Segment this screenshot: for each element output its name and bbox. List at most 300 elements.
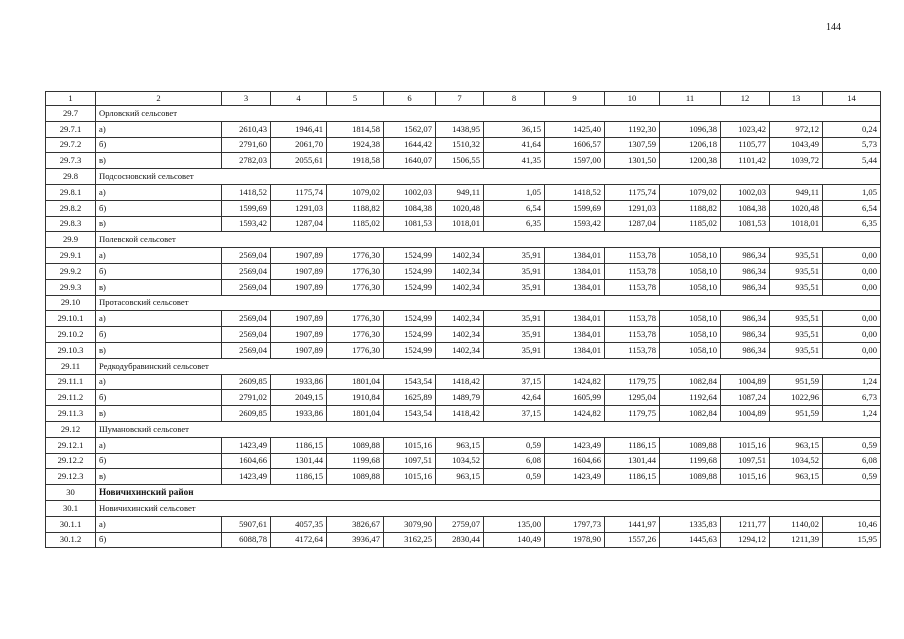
cell-value: 1153,78 (605, 263, 660, 279)
cell-value: 935,51 (770, 311, 823, 327)
cell-value: 1058,10 (660, 327, 721, 343)
row-code: 29.9.1 (46, 248, 96, 264)
cell-value: 1424,82 (545, 374, 605, 390)
cell-value: 4172,64 (271, 532, 327, 548)
row-subitem: в) (96, 406, 222, 422)
table-row (46, 453, 881, 469)
row-code: 29.10.3 (46, 342, 96, 358)
cell-value: 1593,42 (222, 216, 271, 232)
cell-value: 1058,10 (660, 311, 721, 327)
cell-value: 1489,79 (436, 390, 484, 406)
cell-value: 1593,42 (545, 216, 605, 232)
table-row (46, 437, 881, 453)
cell-value: 1002,03 (384, 184, 436, 200)
cell-value: 1096,38 (660, 121, 721, 137)
cell-value: 1022,96 (770, 390, 823, 406)
cell-value: 1186,15 (271, 469, 327, 485)
row-subitem: а) (96, 437, 222, 453)
section-title: Шумановский сельсовет (96, 421, 881, 437)
row-subitem: а) (96, 374, 222, 390)
row-code: 29.11.1 (46, 374, 96, 390)
cell-value: 951,59 (770, 406, 823, 422)
section-row (46, 106, 881, 122)
cell-value: 1384,01 (545, 342, 605, 358)
cell-value: 2569,04 (222, 279, 271, 295)
cell-value: 963,15 (436, 469, 484, 485)
cell-value: 6,35 (484, 216, 545, 232)
row-code: 29.11.2 (46, 390, 96, 406)
cell-value: 1058,10 (660, 248, 721, 264)
cell-value: 1018,01 (770, 216, 823, 232)
cell-value: 1082,84 (660, 374, 721, 390)
cell-value: 3162,25 (384, 532, 436, 548)
cell-value: 1206,18 (660, 137, 721, 153)
cell-value: 972,12 (770, 121, 823, 137)
cell-value: 0,59 (484, 437, 545, 453)
cell-value: 1058,10 (660, 279, 721, 295)
section-row (46, 169, 881, 185)
row-code: 29.12.2 (46, 453, 96, 469)
cell-value: 1287,04 (271, 216, 327, 232)
column-header: 10 (605, 92, 660, 106)
cell-value: 1291,03 (605, 200, 660, 216)
cell-value: 1081,53 (721, 216, 770, 232)
cell-value: 1018,01 (436, 216, 484, 232)
cell-value: 1524,99 (384, 279, 436, 295)
cell-value: 1438,95 (436, 121, 484, 137)
cell-value: 1034,52 (436, 453, 484, 469)
section-title: Полевской сельсовет (96, 232, 881, 248)
cell-value: 1604,66 (222, 453, 271, 469)
cell-value: 1918,58 (327, 153, 384, 169)
cell-value: 1301,44 (605, 453, 660, 469)
cell-value: 1186,15 (605, 437, 660, 453)
cell-value: 42,64 (484, 390, 545, 406)
cell-value: 1776,30 (327, 279, 384, 295)
cell-value: 1039,72 (770, 153, 823, 169)
table-row (46, 532, 881, 548)
cell-value: 1101,42 (721, 153, 770, 169)
row-code: 30 (46, 485, 96, 501)
table-row (46, 342, 881, 358)
cell-value: 1015,16 (384, 437, 436, 453)
section-title: Протасовский сельсовет (96, 295, 881, 311)
cell-value: 1907,89 (271, 311, 327, 327)
cell-value: 140,49 (484, 532, 545, 548)
cell-value: 1211,39 (770, 532, 823, 548)
cell-value: 1418,52 (222, 184, 271, 200)
cell-value: 1814,58 (327, 121, 384, 137)
cell-value: 1002,03 (721, 184, 770, 200)
cell-value: 1294,12 (721, 532, 770, 548)
cell-value: 1192,30 (605, 121, 660, 137)
cell-value: 1418,42 (436, 406, 484, 422)
cell-value: 1295,04 (605, 390, 660, 406)
cell-value: 1384,01 (545, 279, 605, 295)
cell-value: 986,34 (721, 311, 770, 327)
cell-value: 135,00 (484, 516, 545, 532)
cell-value: 963,15 (436, 437, 484, 453)
cell-value: 2569,04 (222, 342, 271, 358)
cell-value: 963,15 (770, 437, 823, 453)
cell-value: 1907,89 (271, 248, 327, 264)
cell-value: 0,00 (823, 311, 881, 327)
cell-value: 1015,16 (721, 469, 770, 485)
cell-value: 1199,68 (327, 453, 384, 469)
row-code: 29.9.3 (46, 279, 96, 295)
cell-value: 1179,75 (605, 406, 660, 422)
cell-value: 5907,61 (222, 516, 271, 532)
column-header: 8 (484, 92, 545, 106)
column-header: 1 (46, 92, 96, 106)
cell-value: 1186,15 (271, 437, 327, 453)
cell-value: 1081,53 (384, 216, 436, 232)
cell-value: 1287,04 (605, 216, 660, 232)
cell-value: 3079,90 (384, 516, 436, 532)
cell-value: 1004,89 (721, 374, 770, 390)
row-subitem: в) (96, 279, 222, 295)
row-subitem: в) (96, 153, 222, 169)
cell-value: 1562,07 (384, 121, 436, 137)
cell-value: 1175,74 (605, 184, 660, 200)
cell-value: 6,73 (823, 390, 881, 406)
cell-value: 1910,84 (327, 390, 384, 406)
cell-value: 36,15 (484, 121, 545, 137)
cell-value: 1424,82 (545, 406, 605, 422)
cell-value: 1599,69 (545, 200, 605, 216)
row-code: 30.1.1 (46, 516, 96, 532)
cell-value: 1023,42 (721, 121, 770, 137)
cell-value: 935,51 (770, 342, 823, 358)
column-header: 11 (660, 92, 721, 106)
cell-value: 1978,90 (545, 532, 605, 548)
row-code: 29.8 (46, 169, 96, 185)
cell-value: 1557,26 (605, 532, 660, 548)
row-subitem: а) (96, 184, 222, 200)
cell-value: 1543,54 (384, 374, 436, 390)
section-title: Новичихинский сельсовет (96, 500, 881, 516)
section-title: Редкодубравинский сельсовет (96, 358, 881, 374)
column-header: 7 (436, 92, 484, 106)
cell-value: 935,51 (770, 279, 823, 295)
table-row (46, 216, 881, 232)
row-code: 29.10.2 (46, 327, 96, 343)
district-row (46, 485, 881, 501)
table-row (46, 406, 881, 422)
row-code: 29.8.3 (46, 216, 96, 232)
cell-value: 1644,42 (384, 137, 436, 153)
section-row (46, 295, 881, 311)
cell-value: 1402,34 (436, 342, 484, 358)
row-code: 29.11 (46, 358, 96, 374)
cell-value: 1543,54 (384, 406, 436, 422)
cell-value: 1188,82 (660, 200, 721, 216)
cell-value: 1058,10 (660, 263, 721, 279)
cell-value: 37,15 (484, 374, 545, 390)
cell-value: 1524,99 (384, 342, 436, 358)
cell-value: 1606,57 (545, 137, 605, 153)
cell-value: 1179,75 (605, 374, 660, 390)
cell-value: 2791,02 (222, 390, 271, 406)
table-body (46, 106, 881, 548)
cell-value: 1524,99 (384, 311, 436, 327)
column-header: 12 (721, 92, 770, 106)
row-subitem: в) (96, 216, 222, 232)
cell-value: 35,91 (484, 342, 545, 358)
cell-value: 1301,44 (271, 453, 327, 469)
cell-value: 0,00 (823, 263, 881, 279)
cell-value: 1301,50 (605, 153, 660, 169)
table-row (46, 121, 881, 137)
cell-value: 1097,51 (384, 453, 436, 469)
row-subitem: в) (96, 469, 222, 485)
cell-value: 1034,52 (770, 453, 823, 469)
cell-value: 35,91 (484, 263, 545, 279)
cell-value: 1192,64 (660, 390, 721, 406)
cell-value: 1199,68 (660, 453, 721, 469)
cell-value: 35,91 (484, 327, 545, 343)
cell-value: 986,34 (721, 327, 770, 343)
cell-value: 1015,16 (384, 469, 436, 485)
cell-value: 1004,89 (721, 406, 770, 422)
table-row (46, 327, 881, 343)
cell-value: 6,54 (484, 200, 545, 216)
cell-value: 1079,02 (327, 184, 384, 200)
cell-value: 6,54 (823, 200, 881, 216)
cell-value: 1384,01 (545, 248, 605, 264)
cell-value: 15,95 (823, 532, 881, 548)
cell-value: 1625,89 (384, 390, 436, 406)
row-code: 29.9.2 (46, 263, 96, 279)
cell-value: 35,91 (484, 311, 545, 327)
table-row (46, 279, 881, 295)
row-subitem: б) (96, 263, 222, 279)
cell-value: 1020,48 (436, 200, 484, 216)
cell-value: 1797,73 (545, 516, 605, 532)
cell-value: 935,51 (770, 263, 823, 279)
cell-value: 1524,99 (384, 327, 436, 343)
cell-value: 1082,84 (660, 406, 721, 422)
cell-value: 2609,85 (222, 374, 271, 390)
cell-value: 3826,67 (327, 516, 384, 532)
cell-value: 1776,30 (327, 248, 384, 264)
cell-value: 1425,40 (545, 121, 605, 137)
cell-value: 1423,49 (545, 437, 605, 453)
row-code: 30.1.2 (46, 532, 96, 548)
row-code: 29.8.1 (46, 184, 96, 200)
cell-value: 1335,83 (660, 516, 721, 532)
row-code: 29.12.3 (46, 469, 96, 485)
row-code: 29.10.1 (46, 311, 96, 327)
cell-value: 1907,89 (271, 327, 327, 343)
section-row (46, 500, 881, 516)
cell-value: 1907,89 (271, 342, 327, 358)
row-subitem: б) (96, 453, 222, 469)
cell-value: 10,46 (823, 516, 881, 532)
cell-value: 1089,88 (660, 437, 721, 453)
cell-value: 1801,04 (327, 406, 384, 422)
table-row (46, 137, 881, 153)
row-code: 29.7.2 (46, 137, 96, 153)
cell-value: 1089,88 (327, 469, 384, 485)
cell-value: 6088,78 (222, 532, 271, 548)
cell-value: 4057,35 (271, 516, 327, 532)
row-code: 29.12 (46, 421, 96, 437)
cell-value: 5,44 (823, 153, 881, 169)
table-row (46, 516, 881, 532)
cell-value: 1418,52 (545, 184, 605, 200)
cell-value: 35,91 (484, 279, 545, 295)
cell-value: 1175,74 (271, 184, 327, 200)
cell-value: 3936,47 (327, 532, 384, 548)
cell-value: 1402,34 (436, 248, 484, 264)
cell-value: 2609,85 (222, 406, 271, 422)
cell-value: 1402,34 (436, 327, 484, 343)
cell-value: 1084,38 (721, 200, 770, 216)
header-row (46, 92, 881, 106)
cell-value: 2049,15 (271, 390, 327, 406)
cell-value: 1946,41 (271, 121, 327, 137)
column-header: 5 (327, 92, 384, 106)
row-subitem: в) (96, 342, 222, 358)
section-title: Подсосновский сельсовет (96, 169, 881, 185)
section-row (46, 232, 881, 248)
cell-value: 41,35 (484, 153, 545, 169)
cell-value: 951,59 (770, 374, 823, 390)
cell-value: 35,91 (484, 248, 545, 264)
column-header: 3 (222, 92, 271, 106)
cell-value: 1153,78 (605, 327, 660, 343)
table-row (46, 184, 881, 200)
column-header: 13 (770, 92, 823, 106)
district-title: Новичихинский район (96, 485, 881, 501)
table-row (46, 311, 881, 327)
cell-value: 986,34 (721, 279, 770, 295)
section-title: Орловский сельсовет (96, 106, 881, 122)
cell-value: 1907,89 (271, 263, 327, 279)
row-code: 29.7.3 (46, 153, 96, 169)
cell-value: 1020,48 (770, 200, 823, 216)
cell-value: 1089,88 (660, 469, 721, 485)
cell-value: 1402,34 (436, 279, 484, 295)
cell-value: 1524,99 (384, 263, 436, 279)
section-row (46, 421, 881, 437)
cell-value: 1599,69 (222, 200, 271, 216)
cell-value: 0,59 (484, 469, 545, 485)
cell-value: 1423,49 (545, 469, 605, 485)
cell-value: 2055,61 (271, 153, 327, 169)
cell-value: 1445,63 (660, 532, 721, 548)
cell-value: 986,34 (721, 248, 770, 264)
cell-value: 1291,03 (271, 200, 327, 216)
cell-value: 963,15 (770, 469, 823, 485)
row-subitem: б) (96, 200, 222, 216)
cell-value: 6,08 (823, 453, 881, 469)
cell-value: 1200,38 (660, 153, 721, 169)
cell-value: 935,51 (770, 248, 823, 264)
column-header: 4 (271, 92, 327, 106)
cell-value: 1186,15 (605, 469, 660, 485)
cell-value: 1933,86 (271, 406, 327, 422)
column-header: 14 (823, 92, 881, 106)
cell-value: 1089,88 (327, 437, 384, 453)
cell-value: 2759,07 (436, 516, 484, 532)
cell-value: 6,35 (823, 216, 881, 232)
cell-value: 986,34 (721, 342, 770, 358)
row-code: 29.8.2 (46, 200, 96, 216)
page-number: 144 (826, 22, 841, 33)
cell-value: 1907,89 (271, 279, 327, 295)
cell-value: 1776,30 (327, 327, 384, 343)
section-row (46, 358, 881, 374)
cell-value: 1188,82 (327, 200, 384, 216)
cell-value: 1087,24 (721, 390, 770, 406)
row-code: 29.12.1 (46, 437, 96, 453)
cell-value: 0,00 (823, 342, 881, 358)
cell-value: 1,05 (823, 184, 881, 200)
data-table (45, 91, 881, 548)
cell-value: 41,64 (484, 137, 545, 153)
row-code: 29.11.3 (46, 406, 96, 422)
cell-value: 5,73 (823, 137, 881, 153)
cell-value: 1506,55 (436, 153, 484, 169)
cell-value: 2782,03 (222, 153, 271, 169)
column-header: 2 (96, 92, 222, 106)
cell-value: 6,08 (484, 453, 545, 469)
cell-value: 0,59 (823, 469, 881, 485)
cell-value: 2569,04 (222, 327, 271, 343)
cell-value: 1084,38 (384, 200, 436, 216)
row-subitem: а) (96, 311, 222, 327)
cell-value: 0,59 (823, 437, 881, 453)
row-subitem: а) (96, 248, 222, 264)
cell-value: 2061,70 (271, 137, 327, 153)
table-row (46, 263, 881, 279)
row-code: 29.7 (46, 106, 96, 122)
cell-value: 0,00 (823, 279, 881, 295)
cell-value: 0,00 (823, 248, 881, 264)
row-subitem: б) (96, 137, 222, 153)
cell-value: 1153,78 (605, 311, 660, 327)
column-header: 6 (384, 92, 436, 106)
cell-value: 1604,66 (545, 453, 605, 469)
cell-value: 1924,38 (327, 137, 384, 153)
cell-value: 2830,44 (436, 532, 484, 548)
row-subitem: б) (96, 327, 222, 343)
cell-value: 2569,04 (222, 248, 271, 264)
cell-value: 1776,30 (327, 311, 384, 327)
row-code: 29.9 (46, 232, 96, 248)
cell-value: 1,24 (823, 374, 881, 390)
cell-value: 1105,77 (721, 137, 770, 153)
cell-value: 986,34 (721, 263, 770, 279)
cell-value: 1384,01 (545, 327, 605, 343)
cell-value: 1801,04 (327, 374, 384, 390)
cell-value: 1423,49 (222, 437, 271, 453)
cell-value: 1185,02 (660, 216, 721, 232)
table-row (46, 374, 881, 390)
table-row (46, 200, 881, 216)
row-subitem: б) (96, 532, 222, 548)
cell-value: 1605,99 (545, 390, 605, 406)
cell-value: 1,05 (484, 184, 545, 200)
cell-value: 1058,10 (660, 342, 721, 358)
cell-value: 2569,04 (222, 263, 271, 279)
table-row (46, 153, 881, 169)
cell-value: 1079,02 (660, 184, 721, 200)
cell-value: 1307,59 (605, 137, 660, 153)
cell-value: 1441,97 (605, 516, 660, 532)
